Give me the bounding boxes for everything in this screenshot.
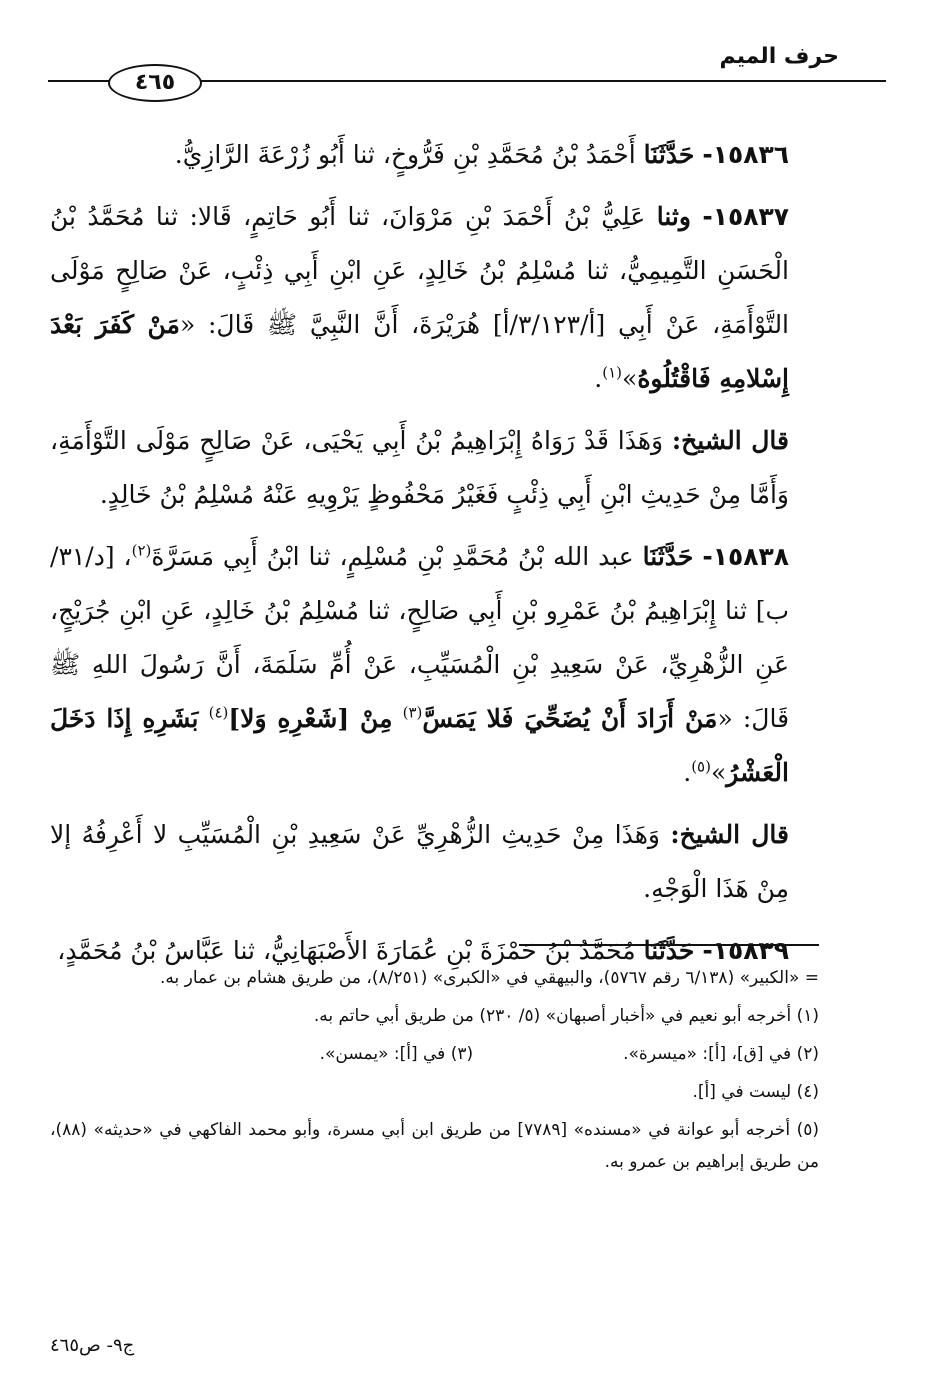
comment-lead: قال الشيخ: — [670, 820, 789, 849]
footnote-row — [50, 1038, 819, 1076]
hadith-text: عَلِيُّ بْنُ أَحْمَدَ بْنِ مَرْوَانَ، ثنا أَبُو حَاتِمٍ، قَالا: ثنا مُحَمَّدُ بْنُ الْحَسَنِ التَّمِيمِيُّ، ثنا مُسْلِمُ بْنُ خَالِدٍ، عَنِ ابْنِ أَبِي ذِئْبٍ، عَنْ صَالِحٍ مَوْلَى التَّوْأَمَةِ، عَنْ أَبِي [أ/٣/١٢٣/أ] هُرَيْرَةَ، أَنَّ النَّبِيَّ ﷺ قَالَ: « — [50, 202, 790, 339]
hadith-lead: حَدَّثَنَا — [642, 542, 694, 571]
hadith-number: ١٥٨٣٩- — [702, 936, 789, 965]
footnote-ref: (٢) — [131, 541, 152, 560]
chapter-title: حرف الميم — [719, 44, 839, 69]
comment-lead: قال الشيخ: — [671, 426, 789, 455]
footnote-separator — [519, 944, 819, 946]
main-text — [50, 128, 789, 986]
footnote-3: (٣) في [أ]: «يمسن». — [319, 1044, 474, 1064]
quote-close: » — [710, 758, 727, 787]
hadith-text: مُحَمَّدُ بْنُ حَمْزَةَ بْنِ عُمَارَةَ الأَصْبَهَانِيُّ، ثنا عَبَّاسُ بْنُ مُحَمَّدٍ، — [57, 936, 636, 965]
hadith-15836 — [50, 128, 789, 182]
footnote-1: (١) أخرجه أبو نعيم في «أخبار أصبهان» (٥/ ٢٣٠) من طريق أبي حاتم به. — [313, 1006, 819, 1026]
footnote-ref: (٣) — [402, 703, 423, 722]
hadith-15838 — [50, 530, 789, 800]
footnote-2: (٢) في [ق]، [أ]: «ميسرة». — [623, 1044, 819, 1064]
hadith-text: ، [د/٣١/ب] ثنا إِبْرَاهِيمُ بْنُ عَمْرِو بْنِ أَبِي صَالِحٍ، ثنا مُسْلِمُ بْنُ خَالِدٍ، عَنِ ابْنِ جُرَيْجٍ، عَنِ الزُّهْرِيِّ، عَنْ سَعِيدِ بْنِ الْمُسَيِّبِ، عَنْ أُمِّ سَلَمَةَ، أَنَّ رَسُولَ اللهِ ﷺ قَالَ: « — [50, 542, 790, 733]
hadith-matn: مَنْ كَفَرَ بَعْدَ إِسْلامِهِ فَاقْتُلُوهُ — [50, 310, 789, 393]
footnote-ref: (٤) — [208, 703, 229, 722]
hadith-text: عبد الله بْنُ مُحَمَّدِ بْنِ مُسْلِمٍ، ثنا ابْنُ أَبِي مَسَرَّةَ — [151, 542, 634, 571]
page-footer: ج٩- ص٤٦٥ — [50, 1335, 135, 1356]
hadith-lead: حَدَّثَنَا — [643, 936, 695, 965]
hadith-matn: بَشَرِهِ إِذَا دَخَلَ الْعَشْرُ — [50, 704, 789, 787]
hadith-lead: حَدَّثَنَا — [643, 140, 695, 169]
hadith-text: أَحْمَدُ بْنُ مُحَمَّدِ بْنِ فَرُّوخٍ، ثنا أَبُو زُرْعَةَ الرَّازِيُّ. — [174, 140, 636, 169]
sentence-end: . — [683, 758, 692, 787]
hadith-15837 — [50, 190, 789, 406]
sentence-end: . — [594, 364, 603, 393]
hadith-number: ١٥٨٣٧- — [702, 202, 790, 231]
comment-text: وَهَذَا مِنْ حَدِيثِ الزُّهْرِيِّ عَنْ سَعِيدِ بْنِ الْمُسَيِّبِ لا أَعْرِفُهُ إلا مِنْ هَذَا الْوَجْهِ. — [50, 820, 789, 903]
hadith-number: ١٥٨٣٨- — [702, 542, 789, 571]
hadith-number: ١٥٨٣٦- — [702, 140, 789, 169]
page-number-badge: ٤٦٥ — [108, 64, 202, 102]
footnote-continued: = «الكبير» (٦/١٣٨ رقم ٥٧٦٧)، والبيهقي في «الكبرى» (٨/٢٥١)، من طريق هشام بن عمار به. — [159, 968, 819, 988]
footnote-5: (٥) أخرجه أبو عوانة في «مسنده» [٧٧٨٩] من طريق ابن أبي مسرة، وأبو محمد الفاكهي في «حديثه» (٨٨)، من طريق إبراهيم بن عمرو به. — [50, 1120, 820, 1172]
sheikh-comment-1 — [50, 414, 789, 522]
footnotes — [50, 962, 819, 1184]
hadith-matn: مِنْ [شَعْرِهِ وَلا] — [228, 704, 393, 733]
hadith-lead: وثنا — [656, 202, 691, 231]
footnote-ref: (١) — [602, 363, 623, 382]
hadith-matn: مَنْ أَرَادَ أَنْ يُضَحِّيَ فَلا يَمَسَّ — [422, 704, 718, 733]
comment-text: وَهَذَا قَدْ رَوَاهُ إِبْرَاهِيمُ بْنُ أَبِي يَحْيَى، عَنْ صَالِحٍ مَوْلَى التَّوْأَمَةِ، وَأَمَّا مِنْ حَدِيثِ ابْنِ أَبِي ذِئْبٍ فَغَيْرُ مَحْفُوظٍ يَرْوِيهِ عَنْهُ مُسْلِمُ بْنُ خَالِدٍ. — [50, 426, 789, 509]
footnote-ref: (٥) — [691, 757, 711, 776]
sheikh-comment-2 — [50, 808, 789, 916]
footnote-4: (٤) ليست في [أ]. — [692, 1082, 819, 1102]
quote-close: » — [622, 364, 638, 393]
